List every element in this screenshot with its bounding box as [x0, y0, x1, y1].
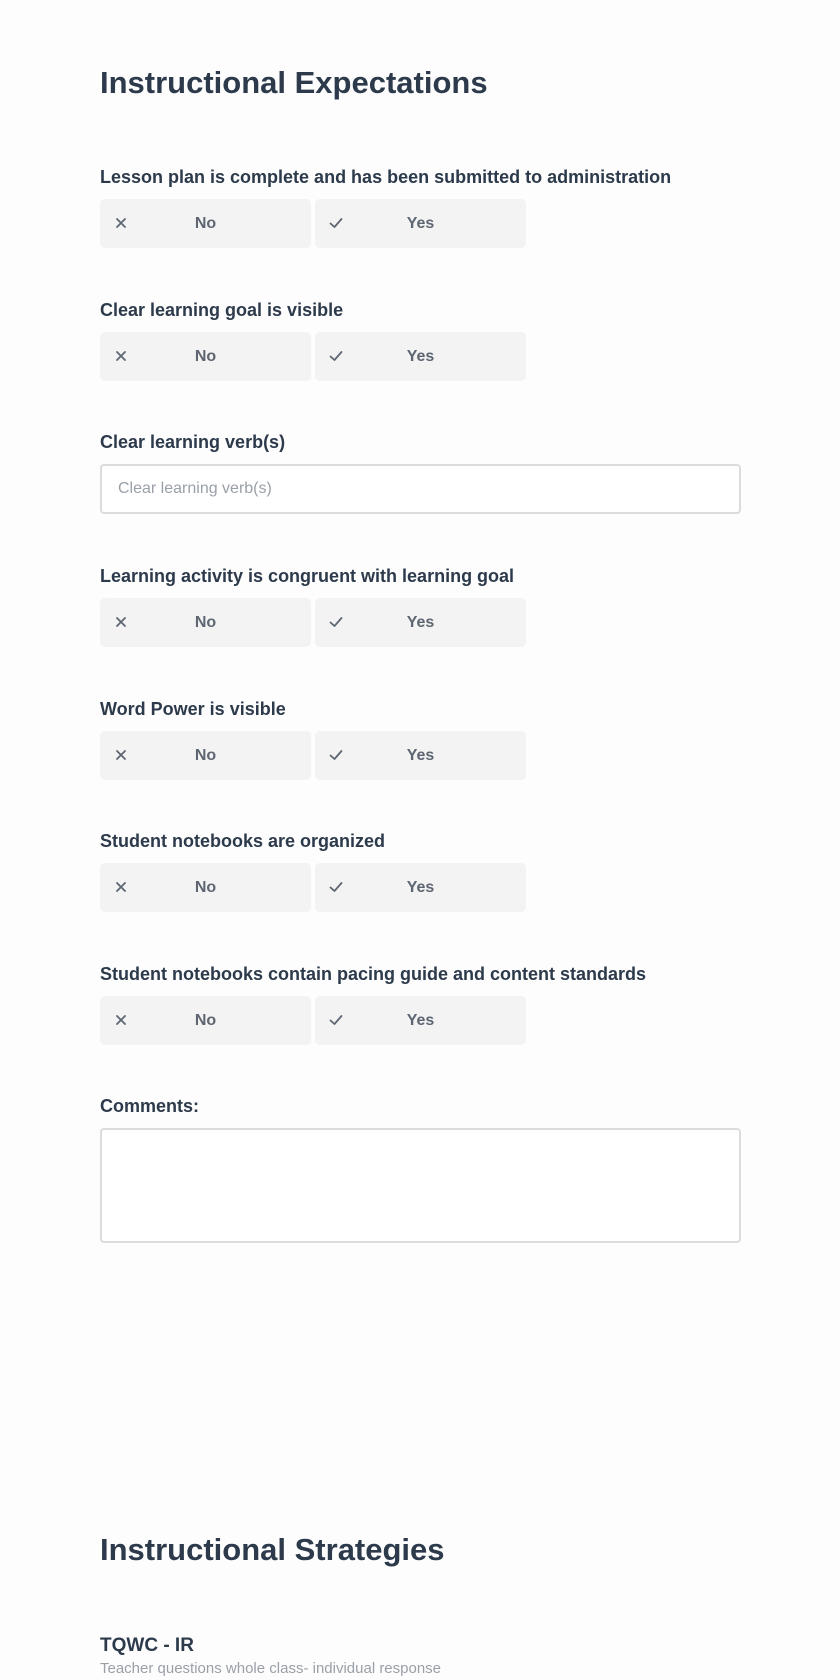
- no-button-label: No: [194, 1012, 217, 1029]
- no-button-label: No: [194, 747, 217, 764]
- yes-button[interactable]: [315, 863, 526, 912]
- no-button-label: No: [194, 215, 217, 232]
- no-button[interactable]: [100, 996, 311, 1045]
- yes-button-label: Yes: [406, 1012, 435, 1029]
- question-label-notebooks-organized: Student notebooks are organized: [100, 831, 386, 851]
- section-title-instructional-expectations: Instructional Expectations: [100, 65, 488, 100]
- question-label-notebooks-pacing: Student notebooks contain pacing guide and content standards: [100, 964, 647, 984]
- question-label-lesson-plan: Lesson plan is complete and has been submitted to administration: [100, 167, 672, 187]
- choice-group-learning-goal: [100, 332, 526, 381]
- choice-group-notebooks-pacing: [100, 996, 526, 1045]
- no-button[interactable]: [100, 731, 311, 780]
- learning-verbs-input[interactable]: [100, 464, 741, 514]
- no-button-label: No: [194, 614, 217, 631]
- yes-button[interactable]: [315, 731, 526, 780]
- yes-button-label: Yes: [406, 747, 435, 764]
- question-label-learning-verbs: Clear learning verb(s): [100, 432, 286, 452]
- choice-group-learning-activity: [100, 598, 526, 647]
- choice-group-lesson-plan: [100, 199, 526, 248]
- question-label-learning-goal: Clear learning goal is visible: [100, 300, 344, 320]
- choice-group-notebooks-organized: [100, 863, 526, 912]
- no-button[interactable]: [100, 598, 311, 647]
- yes-button-label: Yes: [406, 215, 435, 232]
- choice-group-word-power: [100, 731, 526, 780]
- no-button[interactable]: [100, 332, 311, 381]
- section-title-instructional-strategies: Instructional Strategies: [100, 1532, 445, 1567]
- no-button-label: No: [194, 348, 217, 365]
- no-button[interactable]: [100, 199, 311, 248]
- comments-label: Comments:: [100, 1096, 200, 1116]
- yes-button[interactable]: [315, 996, 526, 1045]
- comments-textarea[interactable]: [100, 1128, 741, 1243]
- yes-button-label: Yes: [406, 614, 435, 631]
- no-button[interactable]: [100, 863, 311, 912]
- yes-button[interactable]: [315, 598, 526, 647]
- yes-button-label: Yes: [406, 879, 435, 896]
- yes-button[interactable]: [315, 332, 526, 381]
- no-button-label: No: [194, 879, 217, 896]
- strategy-description: Teacher questions whole class- individual response: [100, 1660, 442, 1677]
- question-label-learning-activity: Learning activity is congruent with learning goal: [100, 566, 515, 586]
- question-label-word-power: Word Power is visible: [100, 699, 286, 719]
- strategy-title: TQWC - IR: [100, 1635, 194, 1656]
- yes-button[interactable]: [315, 199, 526, 248]
- yes-button-label: Yes: [406, 348, 435, 365]
